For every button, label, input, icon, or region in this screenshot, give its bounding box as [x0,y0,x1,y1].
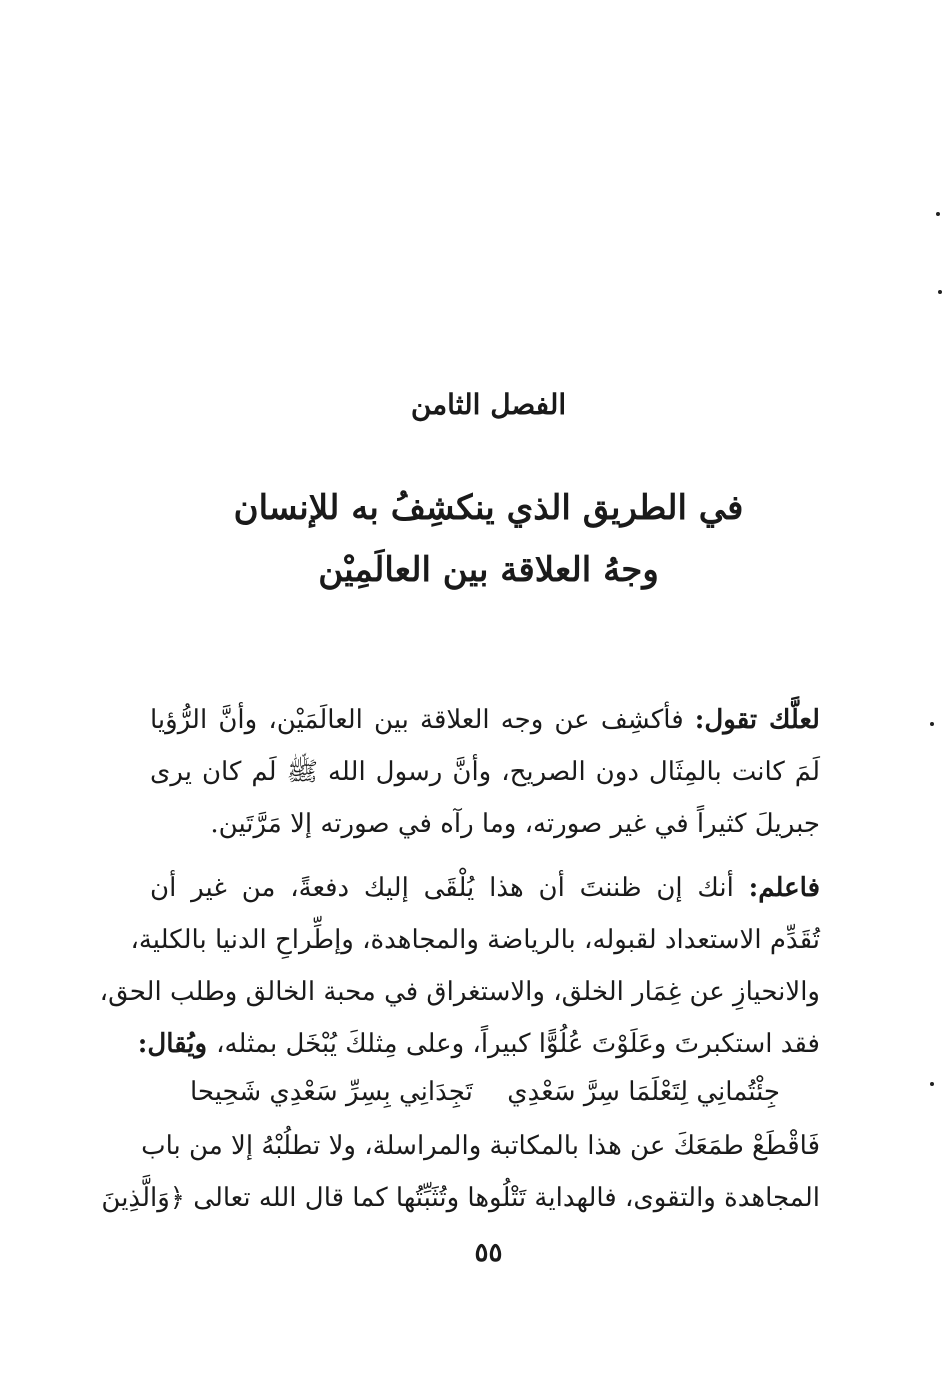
margin-mark [930,722,934,726]
paragraph-2-line-4-text: فقد استكبرتَ وعَلَوْتَ عُلُوًّا كبيراً، وعلى مِثلكَ يُبْخَل بمثله، [216,1029,820,1059]
margin-mark [930,1082,934,1086]
page-number: ٥٥ [474,1238,503,1268]
paragraph-2-line-4 [137,1018,820,1070]
paragraph-2 [99,862,820,1070]
poem-hemistich-2: تَجِدَانِي بِسِرِّ سَعْدِي شَحِيحا [190,1077,473,1107]
paragraph-1-line-3: جبريلَ كثيراً في غير صورته، وما رآه في صورته إلا مَرَّتَين. [210,809,820,839]
paragraph-1-line-2: لَمَ كانت بالمِثَال دون الصريح، وأنَّ رسول الله ﷺ لَم كان يرى [150,757,820,787]
paragraph-1-line-1-text: فأكشِف عن وجه العلاقة بين العالَمَيْن، وأنَّ الرُّؤيا [150,705,695,735]
paragraph-2-line-2: تُقَدِّم الاستعداد لقبوله، بالرياضة والمجاهدة، وإطِّراحِ الدنيا بالكلية، [130,925,820,955]
paragraph-1-line-1 [150,694,820,746]
paragraph-1-lead: لعلَّك تقول: [694,705,820,735]
paragraph-2-line-4-lead: ويُقال: [137,1029,217,1059]
paragraph-2-line-1 [150,862,820,914]
margin-mark [938,290,942,294]
chapter-title-line-1: في الطريق الذي ينكشِفُ به للإنسان [233,488,744,528]
paragraph-3 [101,1120,820,1224]
paragraph-2-line-1-text: أنك إن ظننتَ أن هذا يُلْقَى إليك دفعةً، من غير أن [150,873,749,903]
paragraph-2-lead: فاعلم: [748,873,820,903]
poem-hemistich-1: جِئْتُمانِي لِتَعْلَمَا سِرَّ سَعْدِي [507,1077,780,1107]
paragraph-3-line-2: المجاهدة والتقوى، فالهداية تَتْلُوها وتُثَبِّتُها كما قال الله تعالى ﴿وَالَّذِينَ [101,1183,820,1213]
paragraph-1 [150,694,820,850]
paragraph-2-line-3: والانحيازِ عن غِمَار الخلق، والاستغراق في محبة الخالق وطلب الحق، [99,977,820,1007]
chapter-label: الفصل الثامن [410,388,567,421]
margin-mark [936,212,940,216]
chapter-title-line-2: وجهُ العلاقة بين العالَمِيْن [318,550,659,590]
paragraph-3-line-1: فَاقْطَعْ طمَعَكَ عن هذا بالمكاتبة والمراسلة، ولا تطلُبْهُ إلا من باب [141,1131,820,1161]
poem-verse [190,1066,780,1118]
